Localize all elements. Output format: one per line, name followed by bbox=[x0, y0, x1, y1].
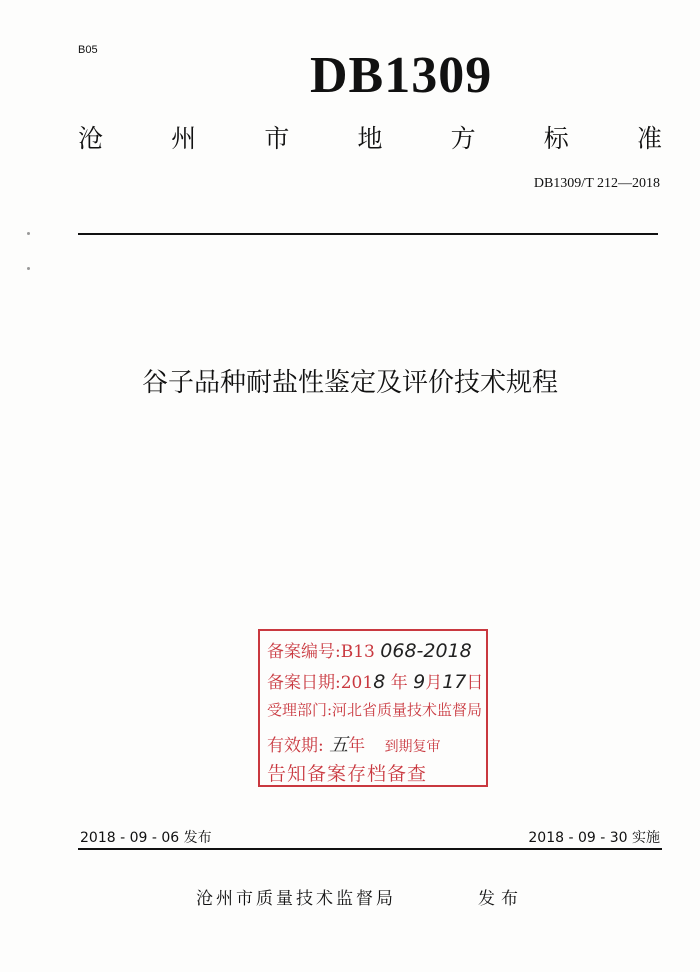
standard-number: DB1309/T 212—2018 bbox=[533, 176, 660, 191]
ics-code: B05 bbox=[78, 44, 98, 56]
issuer-action: 发布 bbox=[478, 889, 524, 909]
standard-type-char: 标 bbox=[543, 124, 569, 153]
handwritten-number: 068-2018 bbox=[380, 640, 472, 662]
standard-type-char: 准 bbox=[636, 124, 662, 153]
filing-stamp bbox=[258, 629, 488, 787]
document-title: 谷子品种耐盐性鉴定及评价技术规程 bbox=[141, 368, 558, 398]
standard-code-large: DB1309 bbox=[310, 47, 493, 104]
standard-type-char: 方 bbox=[450, 124, 476, 153]
implementation-date: 2018 - 09 - 30 实施 bbox=[528, 830, 660, 846]
handwritten-month: 9 bbox=[413, 671, 426, 693]
scan-speck bbox=[27, 232, 30, 235]
stamp-line-notice: 告知备案存档备查 bbox=[267, 763, 428, 785]
stamp-line-validity: 有效期: 五年 到期复审 bbox=[267, 734, 441, 756]
standard-type-char: 沧 bbox=[78, 124, 104, 153]
header-divider bbox=[78, 233, 658, 235]
standard-type-char: 市 bbox=[264, 124, 290, 153]
handwritten-day: 17 bbox=[442, 671, 467, 693]
standard-type bbox=[78, 124, 662, 154]
handwritten-year: 8 bbox=[373, 671, 386, 693]
stamp-line-filing-number: 备案编号:B13 068-2018 bbox=[267, 640, 472, 662]
handwritten-years: 五 bbox=[329, 734, 349, 756]
scan-speck bbox=[27, 267, 30, 270]
issuing-authority: 沧州市质量技术监督局 bbox=[196, 889, 396, 909]
footer-divider bbox=[78, 848, 662, 850]
stamp-line-filing-date: 备案日期:2018 年 9月17日 bbox=[267, 671, 484, 693]
issue-date: 2018 - 09 - 06 发布 bbox=[80, 830, 212, 846]
standard-type-char: 州 bbox=[171, 124, 197, 153]
stamp-line-department: 受理部门:河北省质量技术监督局 bbox=[267, 701, 483, 719]
standard-type-char: 地 bbox=[357, 124, 383, 153]
